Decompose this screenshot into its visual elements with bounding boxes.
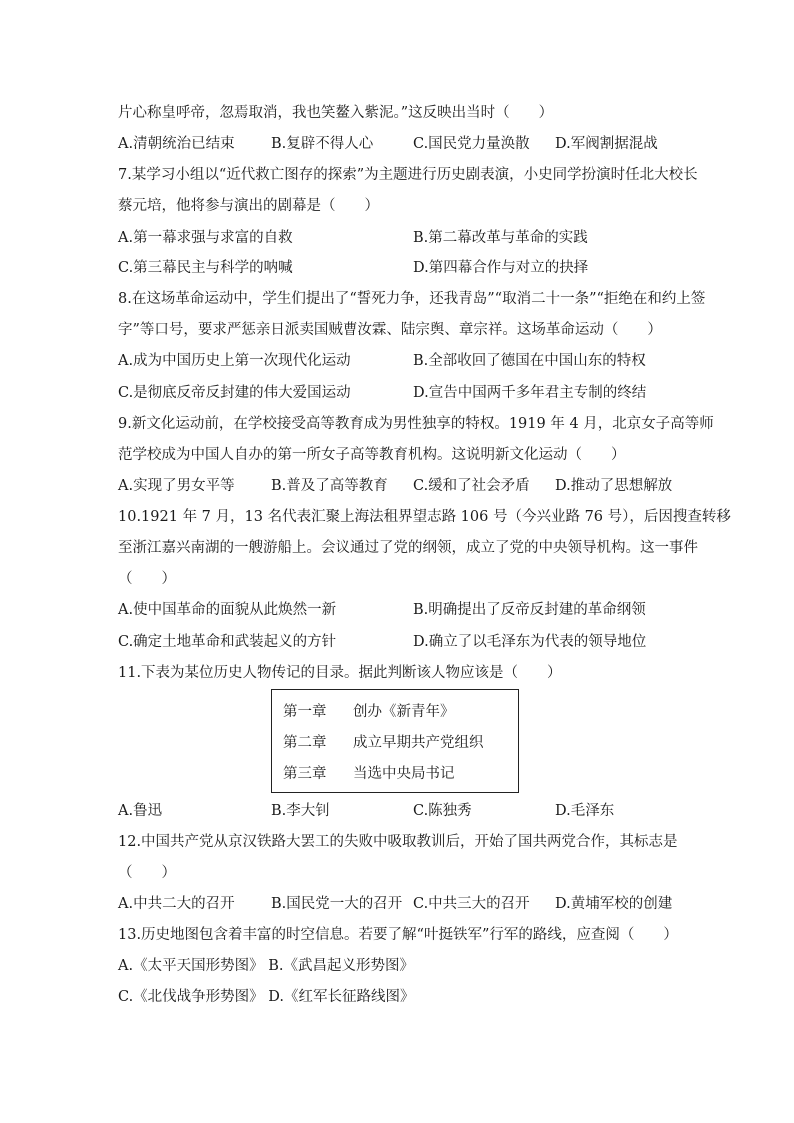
- q10-option-d[interactable]: D.确立了以毛泽东为代表的领导地位: [413, 634, 647, 650]
- q8-option-c[interactable]: C.是彻底反帝反封建的伟大爱国运动: [118, 385, 351, 401]
- q6-option-b[interactable]: B.复辟不得人心: [271, 136, 374, 152]
- q10-option-b[interactable]: B.明确提出了反帝反封建的革命纲领: [413, 602, 646, 618]
- q8-option-b[interactable]: B.全部收回了德国在中国山东的特权: [413, 353, 646, 369]
- q9-option-a[interactable]: A.实现了男女平等: [118, 478, 235, 494]
- biography-toc-table: [271, 689, 519, 793]
- q9-stem-line1: 9.新文化运动前，在学校接受高等教育成为男性独享的特权。1919 年 4 月，北京女子高等师: [118, 416, 714, 432]
- q12-option-c[interactable]: C.中共三大的召开: [413, 896, 530, 912]
- q9-option-c[interactable]: C.缓和了社会矛盾: [413, 478, 530, 494]
- q12-option-d[interactable]: D.黄埔军校的创建: [555, 896, 673, 912]
- q12-stem-line1: 12.中国共产党从京汉铁路大罢工的失败中吸取教训后，开始了国共两党合作，其标志是: [118, 834, 678, 850]
- q7-option-c[interactable]: C.第三幕民主与科学的呐喊: [118, 260, 293, 276]
- q7-option-b[interactable]: B.第二幕改革与革命的实践: [413, 230, 588, 246]
- q13-options-cd[interactable]: C.《北伐战争形势图》 D.《红军长征路线图》: [118, 989, 415, 1005]
- q10-stem-line1: 10.1921 年 7 月，13 名代表汇聚上海法租界望志路 106 号（今兴业路 76 号），后因搜查转移: [118, 509, 731, 525]
- q10-stem-line2: 至浙江嘉兴南湖的一艘游船上。会议通过了党的纲领，成立了党的中央领导机构。这一事件: [118, 540, 698, 556]
- q9-stem-line2: 范学校成为中国人自办的第一所女子高等教育机构。这说明新文化运动（ ）: [118, 447, 626, 463]
- q8-stem-line2: 字”等口号，要求严惩亲日派卖国贼曹汝霖、陆宗舆、章宗祥。这场革命运动（ ）: [118, 322, 662, 338]
- q12-option-a[interactable]: A.中共二大的召开: [118, 896, 235, 912]
- toc-title: 成立早期共产党组织: [353, 735, 484, 751]
- q7-option-d[interactable]: D.第四幕合作与对立的抉择: [413, 260, 589, 276]
- q9-option-d[interactable]: D.推动了思想解放: [555, 478, 673, 494]
- q11-option-c[interactable]: C.陈独秀: [413, 803, 472, 819]
- q13-options-ab[interactable]: A.《太平天国形势图》 B.《武昌起义形势图》: [118, 958, 414, 974]
- q11-option-d[interactable]: D.毛泽东: [555, 803, 615, 819]
- q10-option-a[interactable]: A.使中国革命的面貌从此焕然一新: [118, 602, 337, 618]
- q6-option-d[interactable]: D.军阀割据混战: [555, 136, 658, 152]
- q7-stem-line1: 7.某学习小组以“近代救亡图存的探索”为主题进行历史剧表演，小史同学扮演时任北大校长: [118, 167, 698, 183]
- q6-stem-tail: 片心称皇呼帝，忽焉取消，我也笑鳌入紫泥。”这反映出当时（ ）: [118, 105, 554, 121]
- q6-option-c[interactable]: C.国民党力量涣散: [413, 136, 530, 152]
- toc-chapter: 第二章: [283, 735, 327, 751]
- toc-row: [283, 764, 455, 784]
- q12-answer-blank: （ ）: [118, 865, 176, 881]
- q11-option-a[interactable]: A.鲁迅: [118, 803, 163, 819]
- q8-stem-line1: 8.在这场革命运动中，学生们提出了“誓死力争，还我青岛”“取消二十一条”“拒绝在和约上签: [118, 291, 706, 307]
- q6-option-a[interactable]: A.清朝统治已结束: [118, 136, 235, 152]
- toc-title: 当选中央局书记: [353, 766, 455, 782]
- toc-chapter: 第一章: [283, 704, 327, 720]
- q12-option-b[interactable]: B.国民党一大的召开: [271, 896, 403, 912]
- q13-stem: 13.历史地图包含着丰富的时空信息。若要了解“叶挺铁军”行军的路线，应查阅（ ）: [118, 927, 678, 943]
- q10-option-c[interactable]: C.确定土地革命和武装起义的方针: [118, 634, 337, 650]
- toc-row: [283, 702, 455, 722]
- toc-title: 创办《新青年》: [353, 704, 455, 720]
- q8-option-d[interactable]: D.宣告中国两千多年君主专制的终结: [413, 385, 647, 401]
- q9-option-b[interactable]: B.普及了高等教育: [271, 478, 388, 494]
- q8-option-a[interactable]: A.成为中国历史上第一次现代化运动: [118, 353, 351, 369]
- q7-option-a[interactable]: A.第一幕求强与求富的自救: [118, 230, 293, 246]
- q11-option-b[interactable]: B.李大钊: [271, 803, 330, 819]
- q11-stem: 11.下表为某位历史人物传记的目录。据此判断该人物应该是（ ）: [118, 665, 562, 681]
- toc-chapter: 第三章: [283, 766, 327, 782]
- q10-answer-blank: （ ）: [118, 571, 176, 587]
- q7-stem-line2: 蔡元培，他将参与演出的剧幕是（ ）: [118, 198, 379, 214]
- toc-row: [283, 733, 484, 753]
